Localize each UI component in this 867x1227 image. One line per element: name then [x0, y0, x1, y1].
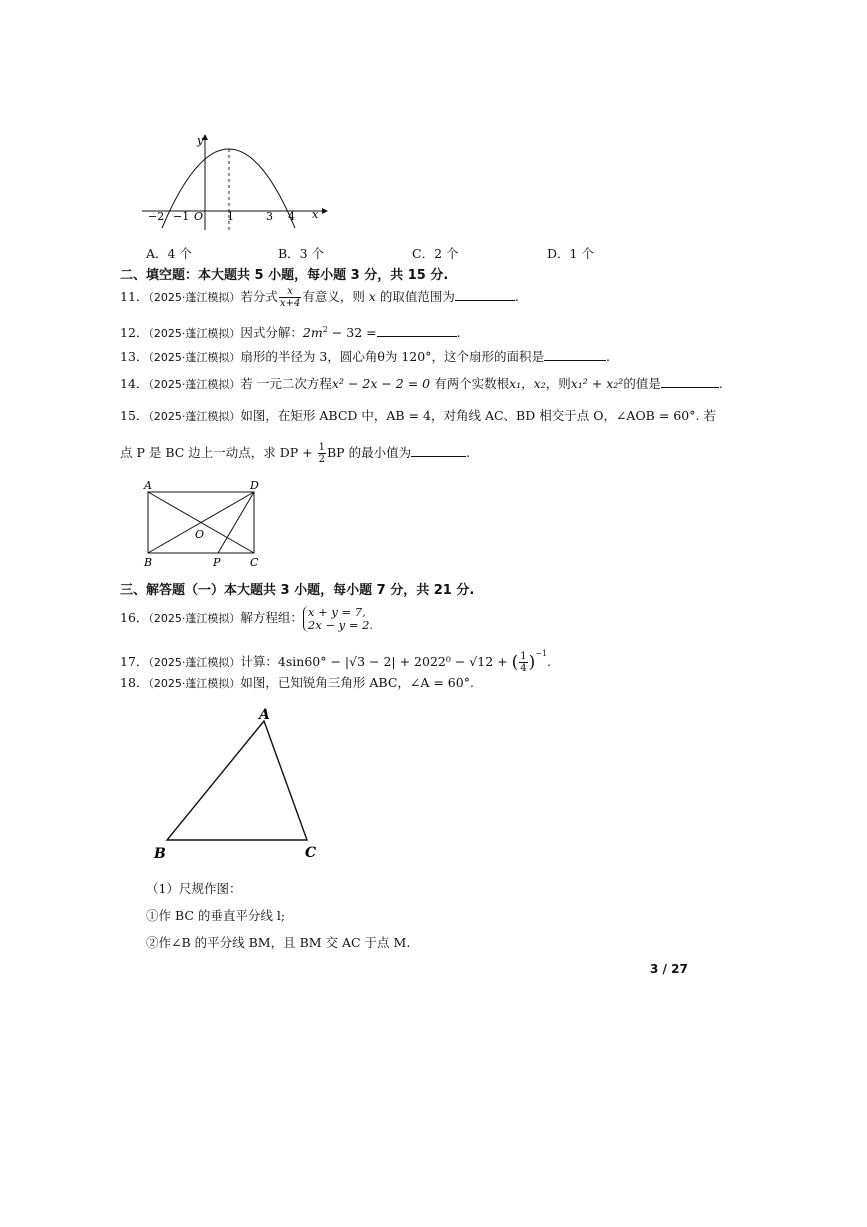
question-source: （2025·蓬江模拟） [148, 378, 241, 391]
page-number: 3 / 27 [650, 962, 688, 976]
question-15-line-2: 点 P 是 BC 边上一动点，求 DP + $\frac{1}{2}$ BP 的最小值为 . [120, 442, 471, 465]
answer-blank[interactable] [411, 444, 466, 457]
section-2-title: 二、填空题：本大题共 5 小题，每小题 3 分，共 15 分. [120, 268, 449, 283]
equation-system: x + y = 7, 2x − y = 2. [303, 606, 373, 632]
question-source: （2025·蓬江模拟） [148, 291, 241, 304]
question-16: 16．（2025·蓬江模拟）解方程组： x + y = 7, 2x − y = 2. [120, 604, 374, 632]
tick-label: −2 [148, 210, 165, 223]
vertex-d: D [250, 479, 259, 492]
question-number: 14． [120, 376, 149, 391]
question-source: （2025·蓬江模拟） [148, 612, 241, 625]
vertex-a: A [259, 707, 270, 723]
question-source: （2025·蓬江模拟） [148, 656, 241, 669]
question-source: （2025·蓬江模拟） [148, 410, 241, 423]
question-number: 18． [120, 675, 149, 690]
point-p: P [213, 556, 221, 569]
origin-label: O [194, 210, 204, 223]
question-14: 14．（2025·蓬江模拟）若 一元二次方程x² − 2x − 2 = 0 有两个实数根x₁，x₂，则x₁² + x₂²的值是 . [120, 376, 723, 391]
question-18: 18．（2025·蓬江模拟）如图，已知锐角三角形 ABC，∠A = 60°. [120, 675, 474, 690]
x-label: x [312, 208, 319, 221]
point-o: O [195, 528, 205, 541]
triangle-abc [167, 721, 307, 840]
question-number: 15． [120, 408, 149, 423]
tick-label: 4 [288, 210, 295, 223]
answer-blank[interactable] [661, 375, 719, 388]
vertex-b: B [154, 846, 166, 862]
triangle-figure [145, 702, 330, 867]
x-axis-arrow-icon [322, 208, 328, 214]
vertex-b: B [144, 556, 153, 569]
option-a: A．4 个 [146, 246, 192, 261]
question-11: 11．（2025·蓬江模拟）若分式 $\frac{x}{x+4}$ 有意义，则 x 的取值范围为 . [120, 286, 519, 309]
segment-dp [218, 492, 254, 553]
question-number: 16． [120, 610, 149, 625]
option-c: C．2 个 [412, 246, 459, 261]
answer-blank[interactable] [455, 288, 515, 301]
question-18-part-1: （1）尺规作图： [146, 881, 242, 896]
y-label: y [197, 134, 204, 147]
question-18-step-2: ②作∠B 的平分线 BM，且 BM 交 AC 于点 M. [146, 935, 411, 950]
section-3-title: 三、解答题（一）本大题共 3 小题，每小题 7 分，共 21 分. [120, 583, 475, 598]
question-18-step-1: ①作 BC 的垂直平分线 l; [146, 908, 286, 923]
question-source: （2025·蓬江模拟） [148, 677, 241, 690]
question-source: （2025·蓬江模拟） [148, 351, 241, 364]
tick-label: −1 [173, 210, 190, 223]
fraction: $\frac{1}{2}$ [318, 442, 325, 465]
question-number: 13． [120, 349, 149, 364]
question-number: 17． [120, 654, 149, 669]
fraction: $\frac{1}{4}$ [520, 651, 527, 674]
question-number: 12． [120, 325, 149, 341]
tick-label: 3 [266, 210, 273, 223]
vertex-a: A [144, 479, 152, 492]
question-17: 17．（2025·蓬江模拟）计算：4sin60° − |√3 − 2| + 2022⁰ − √12 + ( $\frac{1}{4}$ )$^{-1}$. [120, 649, 552, 674]
question-12: 12．（2025·蓬江模拟）因式分解：$2m^2 - 32$ = . [120, 325, 461, 341]
answer-blank[interactable] [377, 324, 457, 337]
question-source: （2025·蓬江模拟） [148, 327, 241, 341]
fraction: $\frac{x}{x+4}$ [279, 286, 301, 309]
option-d: D．1 个 [547, 246, 594, 261]
parabola-graph [140, 132, 340, 232]
question-number: 11． [120, 289, 149, 304]
answer-blank[interactable] [544, 348, 606, 361]
question-15-line-1: 15．（2025·蓬江模拟）如图，在矩形 ABCD 中，AB = 4，对角线 AC、BD 相交于点 O，∠AOB = 60°. 若 [120, 408, 716, 423]
option-b: B．3 个 [278, 246, 325, 261]
rectangle-figure [138, 476, 273, 571]
question-13: 13．（2025·蓬江模拟）扇形的半径为 3，圆心角θ为 120°，这个扇形的面积是 . [120, 349, 610, 364]
tick-label: 1 [227, 210, 234, 223]
vertex-c: C [305, 845, 317, 861]
vertex-c: C [250, 556, 259, 569]
